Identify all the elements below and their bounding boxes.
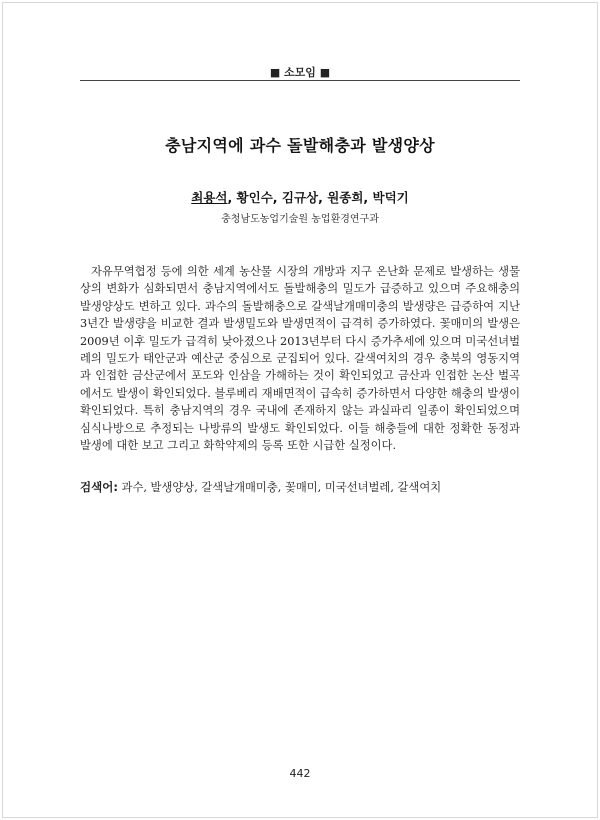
page-number: 442 [289, 767, 311, 780]
paper-title: 충남지역에 과수 돌발해충과 발생양상 [165, 136, 435, 155]
author-list [0, 188, 600, 206]
affiliation: 충청남도농업기술원 농업환경연구과 [221, 214, 379, 225]
header-divider [80, 80, 520, 81]
section-label: ■ 소모임 ■ [269, 66, 331, 79]
abstract-text: 자유무역협정 등에 의한 세계 농산물 시장의 개방과 지구 온난화 문제로 발생하는 생물상의 변화가 심화되면서 충남지역에서도 돌발해충의 밀도가 급증하고 있으며 주요해충의 발생양상도 변하고 있다. 과수의 돌발해충으로 갈색날개매미충의 발생량은 급증하여 지난 3년간 발생량을 비교한 결과 발생밀도와 발생면적이 급격히 증가하였다. 꽃매미의 발생은 2009년 이후 밀도가 급격히 낮아졌으나 2013년부터 다시 증가추세에 있으며 미국선녀벌레의 밀도가 태안군과 예산군 중심으로 군집되어 있다. 갈색여치의 경우 충북의 영동지역과 인접한 금산군에서 포도와 인삼을 가해하는 것이 확인되었고 금산과 인접한 논산 벌곡에서도 발생이 확인되었다. 블루베리 재배면적이 급속히 증가하면서 다양한 해충의 발생이 확인되었다. 특히 충남지역의 경우 국내에 존재하지 않는 과실파리 일종이 확인되었으며 심식나방으로 추정되는 나방류의 발생도 확인되었다. 이들 해충들에 대한 정확한 동정과 발생에 대한 보고 그리고 화학약제의 등록 또한 시급한 실정이다. [80, 265, 520, 453]
keywords-line [80, 479, 520, 496]
keywords-label: 검색어: [80, 480, 118, 494]
keywords-list: 과수, 발생양상, 갈색날개매미충, 꽃매미, 미국선녀벌레, 갈색여치 [121, 481, 442, 494]
co-authors: , 황인수, 김규상, 원종희, 박덕기 [227, 190, 409, 205]
first-author: 최용석 [191, 190, 228, 205]
